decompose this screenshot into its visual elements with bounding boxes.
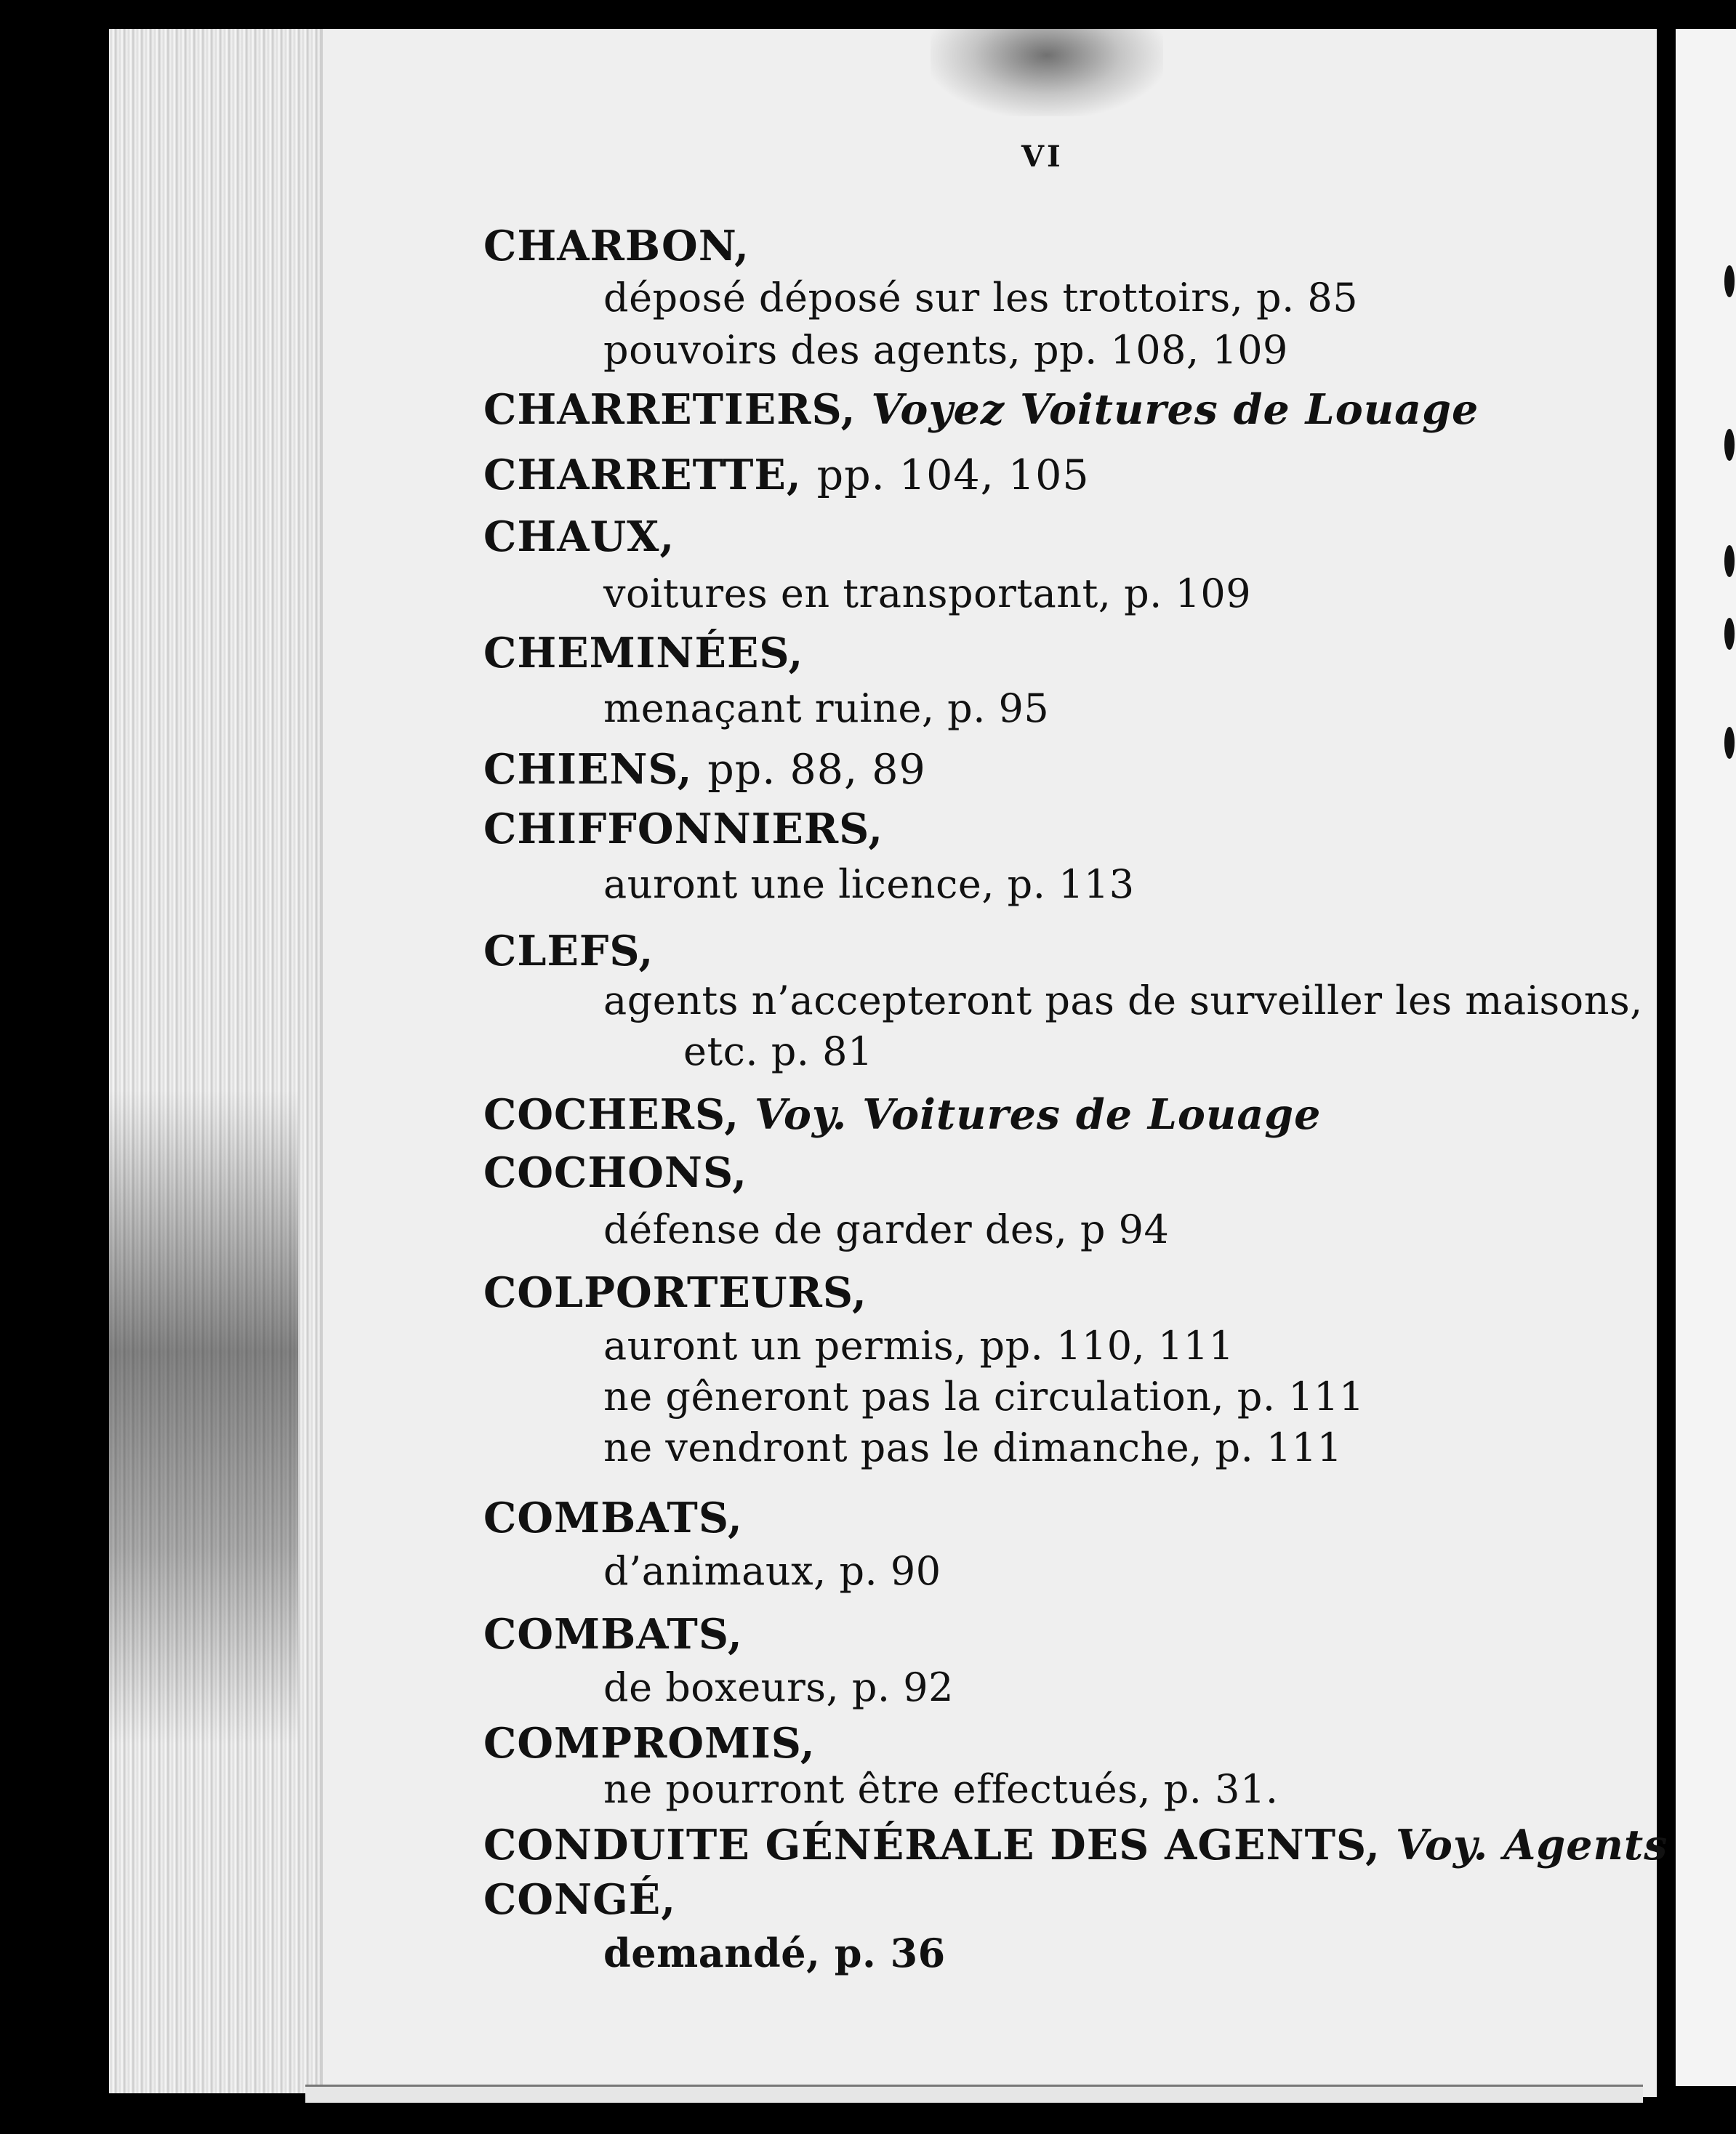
cross-reference: Voy. Voitures de Louage xyxy=(754,1090,1322,1139)
index-subentry: ne vendront pas le dimanche, p. 111 xyxy=(603,1425,1343,1470)
cross-reference: Voy. Agents xyxy=(1395,1821,1668,1869)
index-subentry: auront une licence, p. 113 xyxy=(603,861,1135,907)
index-subentry: pouvoirs des agents, pp. 108, 109 xyxy=(603,327,1288,373)
index-heading: CHIENS, pp. 88, 89 xyxy=(483,745,926,794)
index-heading: CLEFS, xyxy=(483,927,654,975)
index-heading: COMBATS, xyxy=(483,1494,743,1542)
facing-page-mark xyxy=(1724,265,1735,297)
index-heading: CHARBON, xyxy=(483,222,750,270)
index-heading: COCHONS, xyxy=(483,1148,747,1197)
facing-page-fragment xyxy=(1676,29,1736,2086)
facing-page-mark xyxy=(1724,545,1735,577)
facing-page-mark xyxy=(1724,727,1735,759)
index-subentry: défense de garder des, p 94 xyxy=(603,1207,1170,1252)
index-subentry: ne pourront être effectués, p. 31. xyxy=(603,1766,1279,1812)
index-subentry: demandé, p. 36 xyxy=(603,1930,946,1976)
index-heading: COMBATS, xyxy=(483,1610,743,1659)
index-heading: CHIFFONNIERS, xyxy=(483,805,884,853)
index-heading: CHARRETTE, pp. 104, 105 xyxy=(483,451,1090,499)
index-heading: COCHERS, Voy. Voitures de Louage xyxy=(483,1090,1322,1139)
index-subentry: agents n’accepteront pas de surveiller les maisons, xyxy=(603,978,1643,1023)
index-heading: COLPORTEURS, xyxy=(483,1268,867,1317)
page-bottom-edge xyxy=(305,2085,1643,2103)
facing-page-mark xyxy=(1724,429,1735,461)
index-subentry: voitures en transportant, p. 109 xyxy=(603,571,1252,616)
index-heading: CONDUITE GÉNÉRALE DES AGENTS, Voy. Agents xyxy=(483,1821,1668,1869)
index-subentry: menaçant ruine, p. 95 xyxy=(603,685,1050,731)
facing-page-mark xyxy=(1724,618,1735,650)
index-heading: COMPROMIS, xyxy=(483,1719,816,1768)
index-heading: CHARRETIERS, Voyez Voitures de Louage xyxy=(483,385,1479,434)
page-folio: VI xyxy=(1021,140,1064,174)
index-subentry: auront un permis, pp. 110, 111 xyxy=(603,1323,1234,1369)
index-subentry: de boxeurs, p. 92 xyxy=(603,1664,954,1710)
book-page-edges xyxy=(109,29,327,2093)
cross-reference: Voyez Voitures de Louage xyxy=(871,385,1479,434)
index-subentry-continued: etc. p. 81 xyxy=(683,1028,873,1074)
index-heading: CHEMINÉES, xyxy=(483,629,804,677)
index-heading: CONGÉ, xyxy=(483,1875,677,1924)
index-subentry: ne gêneront pas la circulation, p. 111 xyxy=(603,1374,1365,1420)
index-heading: CHAUX, xyxy=(483,512,675,561)
index-subentry: d’animaux, p. 90 xyxy=(603,1548,941,1594)
page-edge-shadow xyxy=(109,1090,298,1744)
ink-stain xyxy=(931,29,1163,116)
index-subentry: déposé déposé sur les trottoirs, p. 85 xyxy=(603,275,1359,321)
